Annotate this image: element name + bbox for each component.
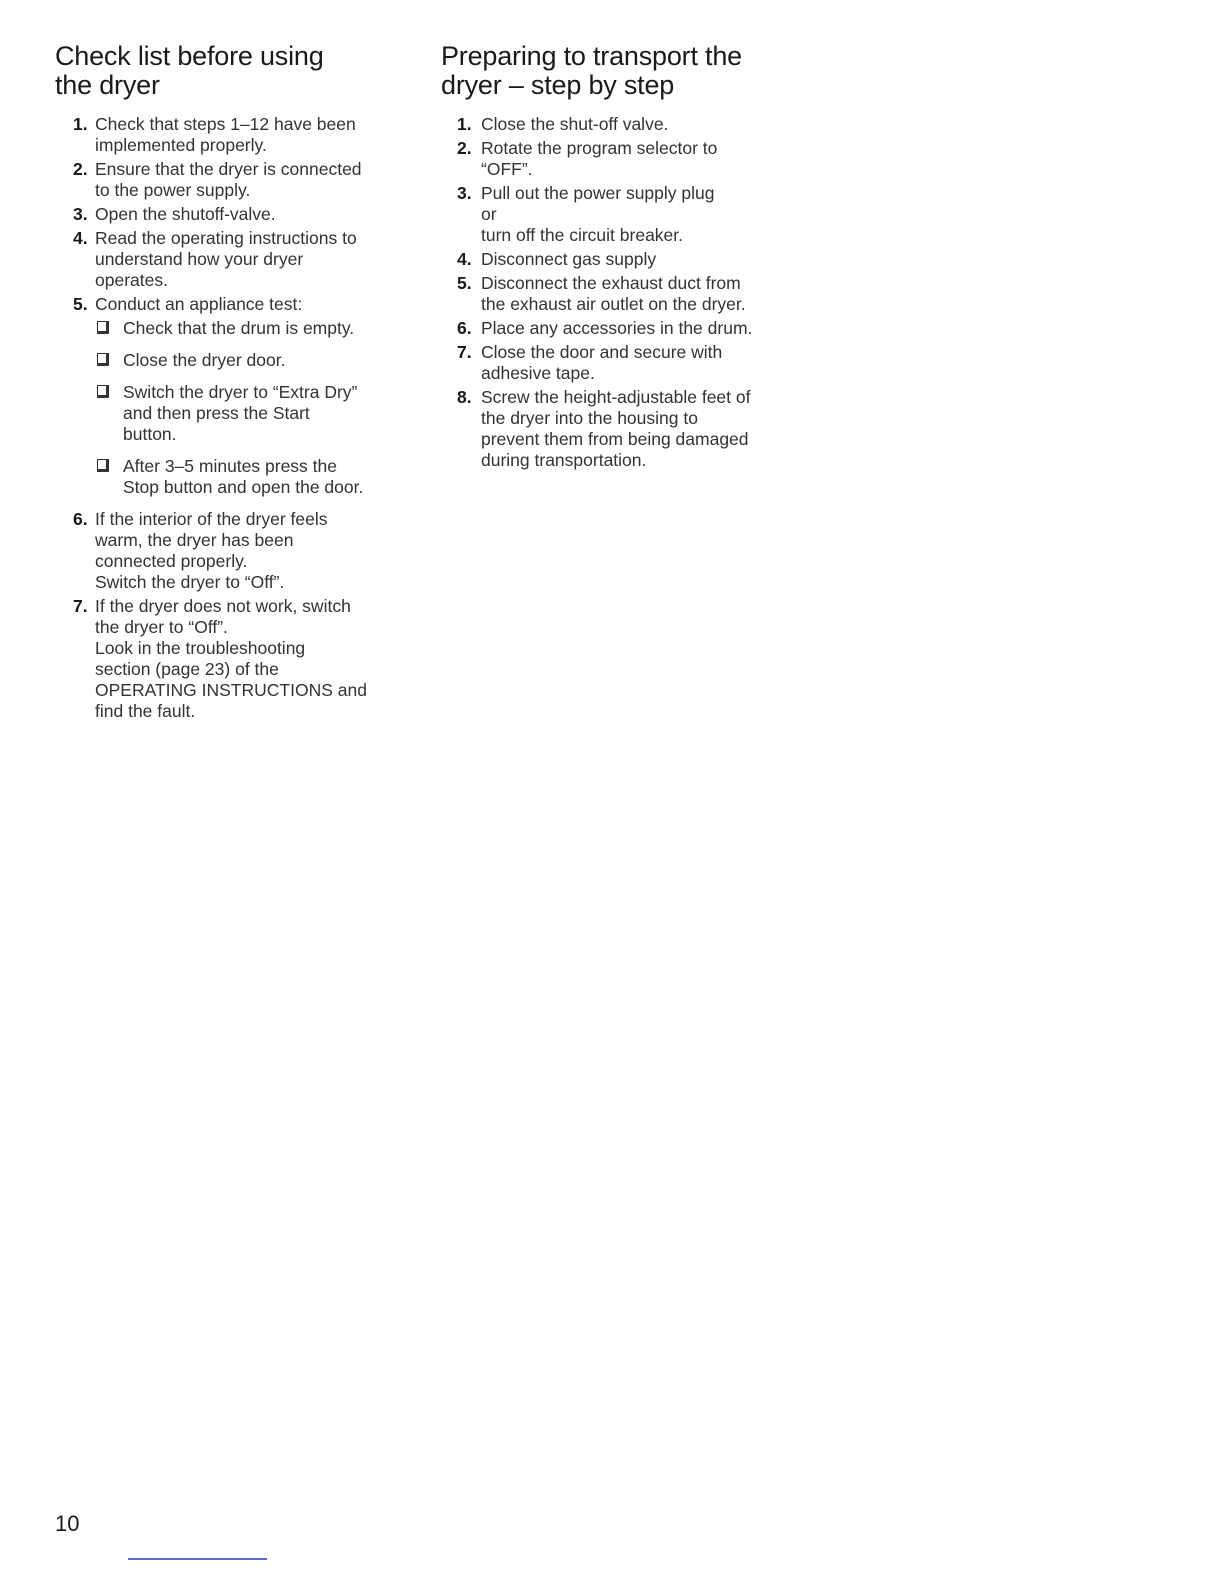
checklist-step: [55, 509, 405, 593]
step-text: Disconnect gas supply: [481, 249, 657, 269]
check-text: and then press the Start: [123, 403, 310, 423]
step-text: Rotate the program selector to: [481, 138, 718, 158]
appliance-test-checklist: [95, 318, 405, 498]
step-text: Conduct an appliance test:: [95, 294, 303, 314]
checkbox-icon: [97, 353, 109, 366]
checklist-step: [55, 204, 405, 225]
step-text: operates.: [95, 270, 168, 290]
checklist-steps: [55, 114, 405, 722]
transport-section: [441, 42, 791, 474]
transport-heading-line: dryer – step by step: [441, 70, 675, 100]
check-text: button.: [123, 424, 177, 444]
checklist-step: [55, 159, 405, 201]
step-number: 2.: [457, 138, 472, 158]
step-text: Open the shutoff-valve.: [95, 204, 276, 224]
transport-step: [441, 138, 791, 180]
step-number: 5.: [457, 273, 472, 293]
checklist-heading-line: the dryer: [55, 70, 160, 100]
check-text: Switch the dryer to “Extra Dry”: [123, 382, 358, 402]
check-item: [95, 456, 405, 498]
step-text: Pull out the power supply plug: [481, 183, 715, 203]
transport-step: [441, 342, 791, 384]
step-text: during transportation.: [481, 450, 647, 470]
checklist-step: [55, 596, 405, 722]
checklist-step: [55, 294, 405, 498]
transport-heading: [441, 42, 791, 100]
checklist-section: [55, 42, 405, 725]
checklist-step: [55, 228, 405, 291]
step-text: connected properly.: [95, 551, 248, 571]
step-text: turn off the circuit breaker.: [481, 225, 684, 245]
transport-heading-line: Preparing to transport the: [441, 41, 742, 71]
footer-divider: [128, 1558, 267, 1560]
transport-step: [441, 273, 791, 315]
step-number: 3.: [457, 183, 472, 203]
step-text: Close the shut-off valve.: [481, 114, 669, 134]
check-text: Close the dryer door.: [123, 350, 286, 370]
step-text: the dryer into the housing to: [481, 408, 698, 428]
transport-step: [441, 183, 791, 246]
step-text: find the fault.: [95, 701, 196, 721]
check-item: [95, 318, 405, 339]
step-number: 3.: [73, 204, 88, 224]
step-text: Switch the dryer to “Off”.: [95, 572, 285, 592]
check-text: After 3–5 minutes press the: [123, 456, 337, 476]
checklist-heading: [55, 42, 405, 100]
step-text: warm, the dryer has been: [95, 530, 294, 550]
step-number: 2.: [73, 159, 88, 179]
step-text: understand how your dryer: [95, 249, 304, 269]
step-text: Look in the troubleshooting: [95, 638, 306, 658]
step-text: the dryer to “Off”.: [95, 617, 228, 637]
step-text: Read the operating instructions to: [95, 228, 357, 248]
step-text: Screw the height-adjustable feet of: [481, 387, 751, 407]
checkbox-icon: [97, 385, 109, 398]
check-text: Check that the drum is empty.: [123, 318, 355, 338]
checklist-step: [55, 114, 405, 156]
checkbox-icon: [97, 459, 109, 472]
step-text: section (page 23) of the: [95, 659, 279, 679]
transport-steps: [441, 114, 791, 471]
checklist-heading-line: Check list before using: [55, 41, 324, 71]
transport-step: [441, 387, 791, 471]
step-text: Place any accessories in the drum.: [481, 318, 753, 338]
transport-step: [441, 318, 791, 339]
step-text: Check that steps 1–12 have been: [95, 114, 356, 134]
step-text: the exhaust air outlet on the dryer.: [481, 294, 746, 314]
step-number: 6.: [73, 509, 88, 529]
step-number: 5.: [73, 294, 88, 314]
step-text: Close the door and secure with: [481, 342, 723, 362]
step-text: OPERATING INSTRUCTIONS and: [95, 680, 367, 700]
step-text: Disconnect the exhaust duct from: [481, 273, 741, 293]
step-text: “OFF”.: [481, 159, 533, 179]
step-text: If the dryer does not work, switch: [95, 596, 351, 616]
step-text: prevent them from being damaged: [481, 429, 749, 449]
step-number: 7.: [457, 342, 472, 362]
check-text: Stop button and open the door.: [123, 477, 364, 497]
transport-step: [441, 249, 791, 270]
transport-step: [441, 114, 791, 135]
step-text: adhesive tape.: [481, 363, 595, 383]
step-number: 6.: [457, 318, 472, 338]
step-text: implemented properly.: [95, 135, 267, 155]
step-number: 4.: [73, 228, 88, 248]
step-number: 4.: [457, 249, 472, 269]
step-text: to the power supply.: [95, 180, 251, 200]
step-number: 1.: [457, 114, 472, 134]
page-number: 10: [55, 1511, 80, 1536]
step-text: If the interior of the dryer feels: [95, 509, 328, 529]
check-item: [95, 382, 405, 445]
step-number: 8.: [457, 387, 472, 407]
check-item: [95, 350, 405, 371]
step-text: Ensure that the dryer is connected: [95, 159, 362, 179]
step-number: 7.: [73, 596, 88, 616]
step-number: 1.: [73, 114, 88, 134]
checkbox-icon: [97, 321, 109, 334]
step-text: or: [481, 204, 497, 224]
